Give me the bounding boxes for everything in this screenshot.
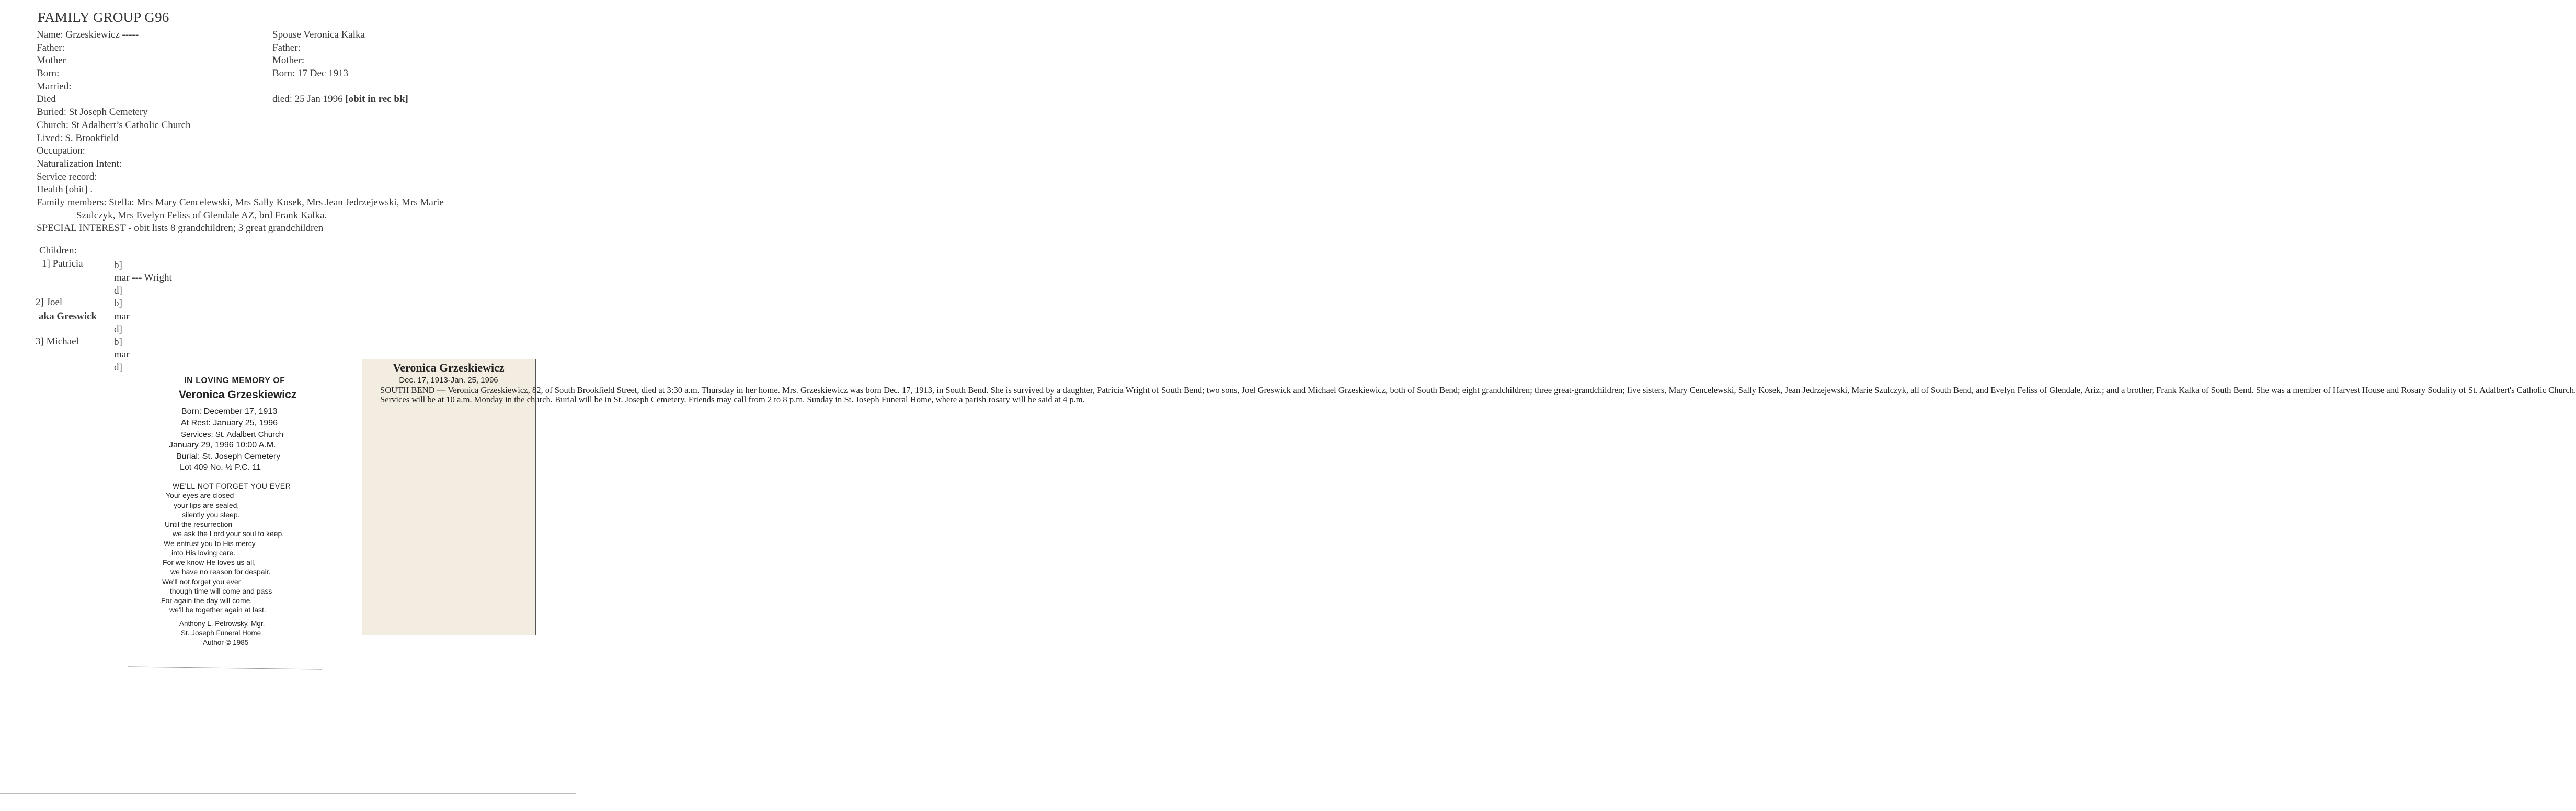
obituary-headline: Veronica Grzeskiewicz	[393, 361, 505, 374]
poem-line: we have no reason for despair.	[170, 567, 271, 576]
card-rest: At Rest: January 25, 1996	[181, 419, 278, 427]
poem-line: We'll not forget you ever	[162, 577, 241, 586]
father-field: Father:	[37, 42, 65, 53]
card-born: Born: December 17, 1913	[181, 407, 278, 416]
page-title: FAMILY GROUP G96	[38, 9, 169, 25]
poem-line: into His loving care.	[171, 549, 236, 557]
spouse-spacer	[272, 80, 408, 94]
spouse-died-text: died: 25 Jan 1996	[272, 94, 343, 105]
child-3-born: b]	[114, 337, 122, 347]
card-burial: Burial: St. Joseph Cemetery	[176, 452, 281, 461]
card-name: Veronica Grzeskiewicz	[179, 389, 297, 401]
child-1-married: mar --- Wright	[114, 272, 172, 283]
child-3-married: mar	[114, 349, 130, 360]
child-3-died: d]	[114, 362, 122, 373]
child-2-married: mar	[114, 311, 130, 322]
spouse-fields	[272, 29, 408, 106]
spouse-father-field: Father:	[272, 42, 301, 53]
obituary-body	[370, 385, 2576, 405]
poem-line: For again the day will come,	[161, 596, 253, 605]
card-service-date: January 29, 1996 10:00 A.M.	[169, 441, 276, 449]
children-label: Children:	[39, 245, 77, 256]
card-services: Services: St. Adalbert Church	[181, 430, 283, 439]
born-field: Born:	[37, 68, 60, 79]
child-1-died: d]	[114, 285, 122, 296]
health-field: Health [obit] .	[37, 184, 93, 195]
name-field: Name: Grzeskiewicz -----	[37, 29, 139, 40]
spouse-name-field: Spouse Veronica Kalka	[272, 29, 365, 40]
special-interest-field: SPECIAL INTEREST - obit lists 8 grandchildren; 3 great grandchildren	[37, 223, 324, 234]
spouse-died-field	[272, 93, 408, 106]
child-1-name: 1] Patricia	[42, 258, 83, 269]
card-lot: Lot 409 No. ½ P.C. 11	[180, 463, 261, 472]
section-divider	[37, 238, 505, 241]
card-author: Anthony L. Petrowsky, Mgr.	[179, 620, 265, 628]
poem-line: Until the resurrection	[165, 520, 233, 528]
memorial-card	[128, 370, 322, 678]
card-funeral-home: St. Joseph Funeral Home	[181, 629, 261, 637]
poem-line: your lips are sealed,	[174, 501, 239, 509]
obituary-paragraph-1: SOUTH BEND — Veronica Grzeskiewicz, 82, of South Brookfield Street, died at 3:30 a.m. Thursday in her home. Mrs. Grzeskiewicz was born Dec. 17, 1913, in South Bend. She is survived by a daughter, Patricia Wright of South Bend; two sons, Joel Greswick and Michael Grzeskiewicz, both of South Bend; eight grandchildren; three great-grandchildren; five sisters, Mary Cencelewski, Sally Kosek, Jean Jedrzejewski, Marie Szulczyk, all of South Bend, and Evelyn Feliss of Glendale, Ariz.; and a brother, Frank Kalka of South Bend. She was a member of Harvest House and Rosary Sodality of St. Adalbert's Catholic Church.	[380, 385, 2576, 395]
poem-line: We entrust you to His mercy	[164, 539, 256, 548]
service-record-field: Service record:	[37, 171, 97, 182]
spouse-mother-field: Mother:	[272, 55, 305, 66]
spouse-born-field: Born: 17 Dec 1913	[272, 68, 349, 79]
child-2-born: b]	[114, 298, 122, 309]
card-copyright: Author © 1985	[203, 639, 249, 646]
church-field: Church: St Adalbert’s Catholic Church	[37, 119, 191, 131]
child-3-name: 3] Michael	[36, 336, 79, 347]
newspaper-obituary	[362, 359, 2576, 635]
family-members-line-2: Szulczyk, Mrs Evelyn Feliss of Glendale AZ, brd Frank Kalka.	[76, 210, 327, 221]
obituary-dates: Dec. 17, 1913-Jan. 25, 1996	[399, 376, 498, 385]
poem-line: For we know He loves us all,	[163, 558, 256, 566]
child-2-aka: aka Greswick	[39, 311, 97, 322]
card-poem-title: WE'LL NOT FORGET YOU EVER	[173, 482, 291, 490]
poem-line: Your eyes are closed	[166, 491, 234, 500]
poem-line: silently you sleep.	[182, 511, 240, 519]
obituary-paragraph-2: Services will be at 10 a.m. Monday in the church. Burial will be in St. Joseph Cemetery. Friends may call from 2 to 8 p.m. Sunday in St. Joseph Funeral Home, where a parish rosary will be said at 4 p.m.	[380, 395, 1085, 405]
child-1-born: b]	[114, 260, 122, 271]
poem-line: we ask the Lord your soul to keep.	[173, 529, 284, 538]
died-field: Died	[37, 94, 56, 105]
child-2-died: d]	[114, 324, 122, 335]
poem-line: we'll be together again at last.	[169, 606, 266, 614]
mother-field: Mother	[37, 55, 66, 66]
lived-field: Lived: S. Brookfield	[37, 132, 119, 144]
card-heading: IN LOVING MEMORY OF	[184, 376, 285, 385]
spouse-died-note: [obit in rec bk]	[345, 94, 408, 105]
buried-field: Buried: St Joseph Cemetery	[37, 107, 148, 118]
married-field: Married:	[37, 80, 72, 92]
poem-line: though time will come and pass	[170, 587, 272, 595]
family-members-line-1: Family members: Stella: Mrs Mary Cencelewski, Mrs Sally Kosek, Mrs Jean Jedrzejewski, Mrs Marie	[37, 196, 444, 208]
child-2-name: 2] Joel	[36, 297, 63, 308]
naturalization-field: Naturalization Intent:	[37, 158, 122, 169]
scan-edge-line	[0, 793, 576, 794]
occupation-field: Occupation:	[37, 145, 85, 157]
